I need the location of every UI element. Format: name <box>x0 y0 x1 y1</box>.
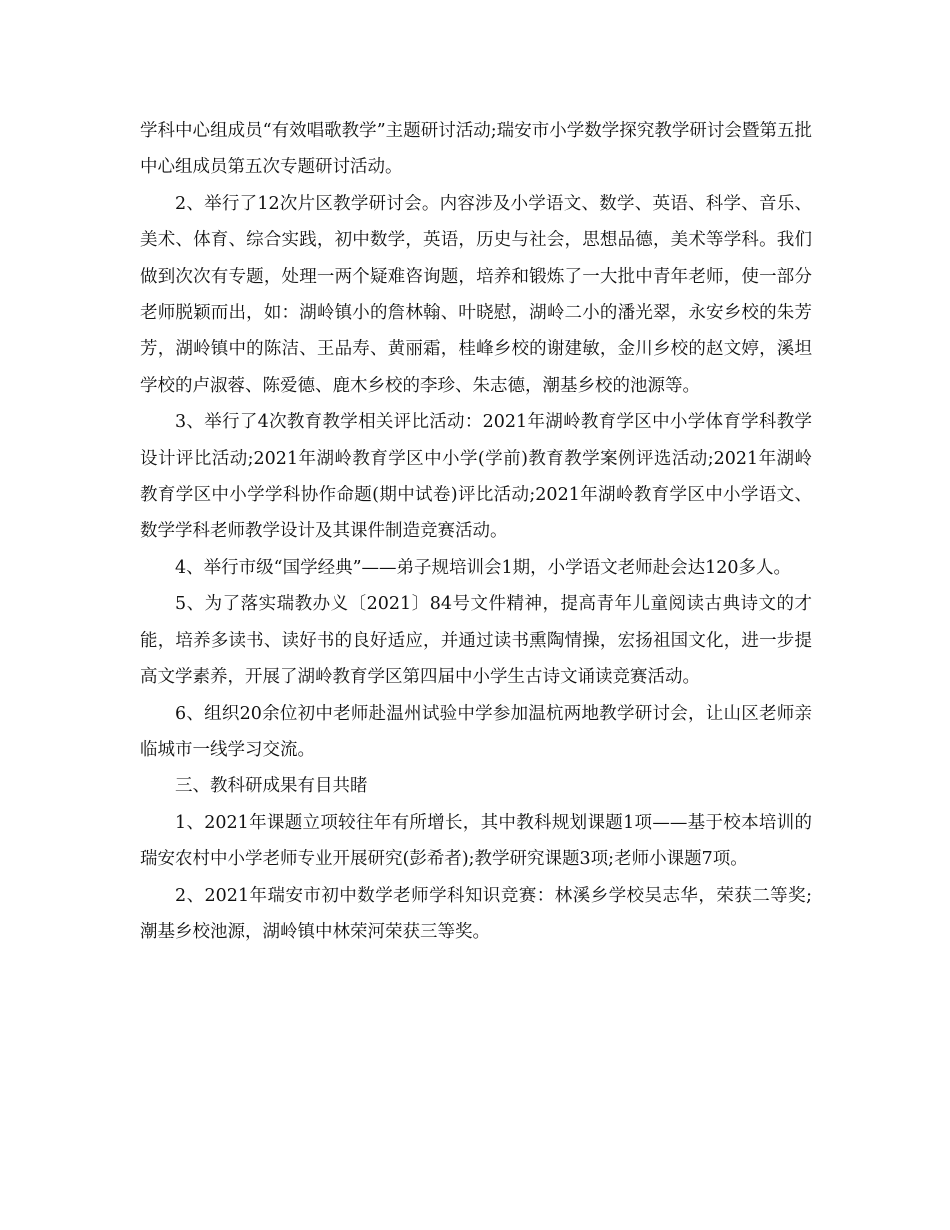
document-body <box>140 113 812 950</box>
paragraph-item-3: 3、举行了4次教育教学相关评比活动：2021年湖岭教育学区中小学体育学科教学设计评比活动;2021年湖岭教育学区中小学(学前)教育教学案例评选活动;2021年湖岭教育学区中小学学科协作命题(期中试卷)评比活动;2021年湖岭教育学区中小学语文、数学学科老师教学设计及其课件制造竞赛活动。 <box>140 412 812 542</box>
paragraph-item-4: 4、举行市级“国学经典”——弟子规培训会1期，小学语文老师赴会达120多人。 <box>175 557 792 578</box>
paragraph-result-2: 2、2021年瑞安市初中数学老师学科知识竞赛：林溪乡学校吴志华，荣获二等奖;潮基乡校池源，湖岭镇中林荣河荣获三等奖。 <box>140 885 812 942</box>
paragraph-item-5: 5、为了落实瑞教办义〔2021〕84号文件精神，提高青年儿童阅读古典诗文的才能，培养多读书、读好书的良好适应，并通过读书熏陶情操，宏扬祖国文化，进一步提高文学素养，开展了湖岭教育学区第四届中小学生古诗文诵读竞赛活动。 <box>140 594 812 688</box>
paragraph-result-1: 1、2021年课题立项较往年有所增长，其中教科规划课题1项——基于校本培训的瑞安农村中小学老师专业开展研究(彭希者);教学研究课题3项;老师小课题7项。 <box>140 812 812 870</box>
section-heading: 三、教科研成果有目共睹 <box>175 776 368 797</box>
paragraph-continuation: 学科中心组成员“有效唱歌教学”主题研讨活动;瑞安市小学数学探究教学研讨会暨第五批中心组成员第五次专题研讨活动。 <box>140 121 812 178</box>
paragraph-item-6: 6、组织20余位初中老师赴温州试验中学参加温杭两地教学研讨会，让山区老师亲临城市一线学习交流。 <box>140 703 812 760</box>
paragraph-item-2: 2、举行了12次片区教学研讨会。内容涉及小学语文、数学、英语、科学、音乐、美术、体育、综合实践，初中数学，英语，历史与社会，思想品德，美术等学科。我们做到次次有专题，处理一两个疑难咨询题，培养和锻炼了一大批中青年老师，使一部分老师脱颖而出，如：湖岭镇小的詹林翰、叶晓慰，湖岭二小的潘光翠，永安乡校的朱芳芳，湖岭镇中的陈洁、王品寿、黄丽霜，桂峰乡校的谢建敏，金川乡校的赵文婷，溪坦学校的卢淑蓉、陈爱德、鹿木乡校的李珍、朱志德，潮基乡校的池源等。 <box>140 193 812 396</box>
